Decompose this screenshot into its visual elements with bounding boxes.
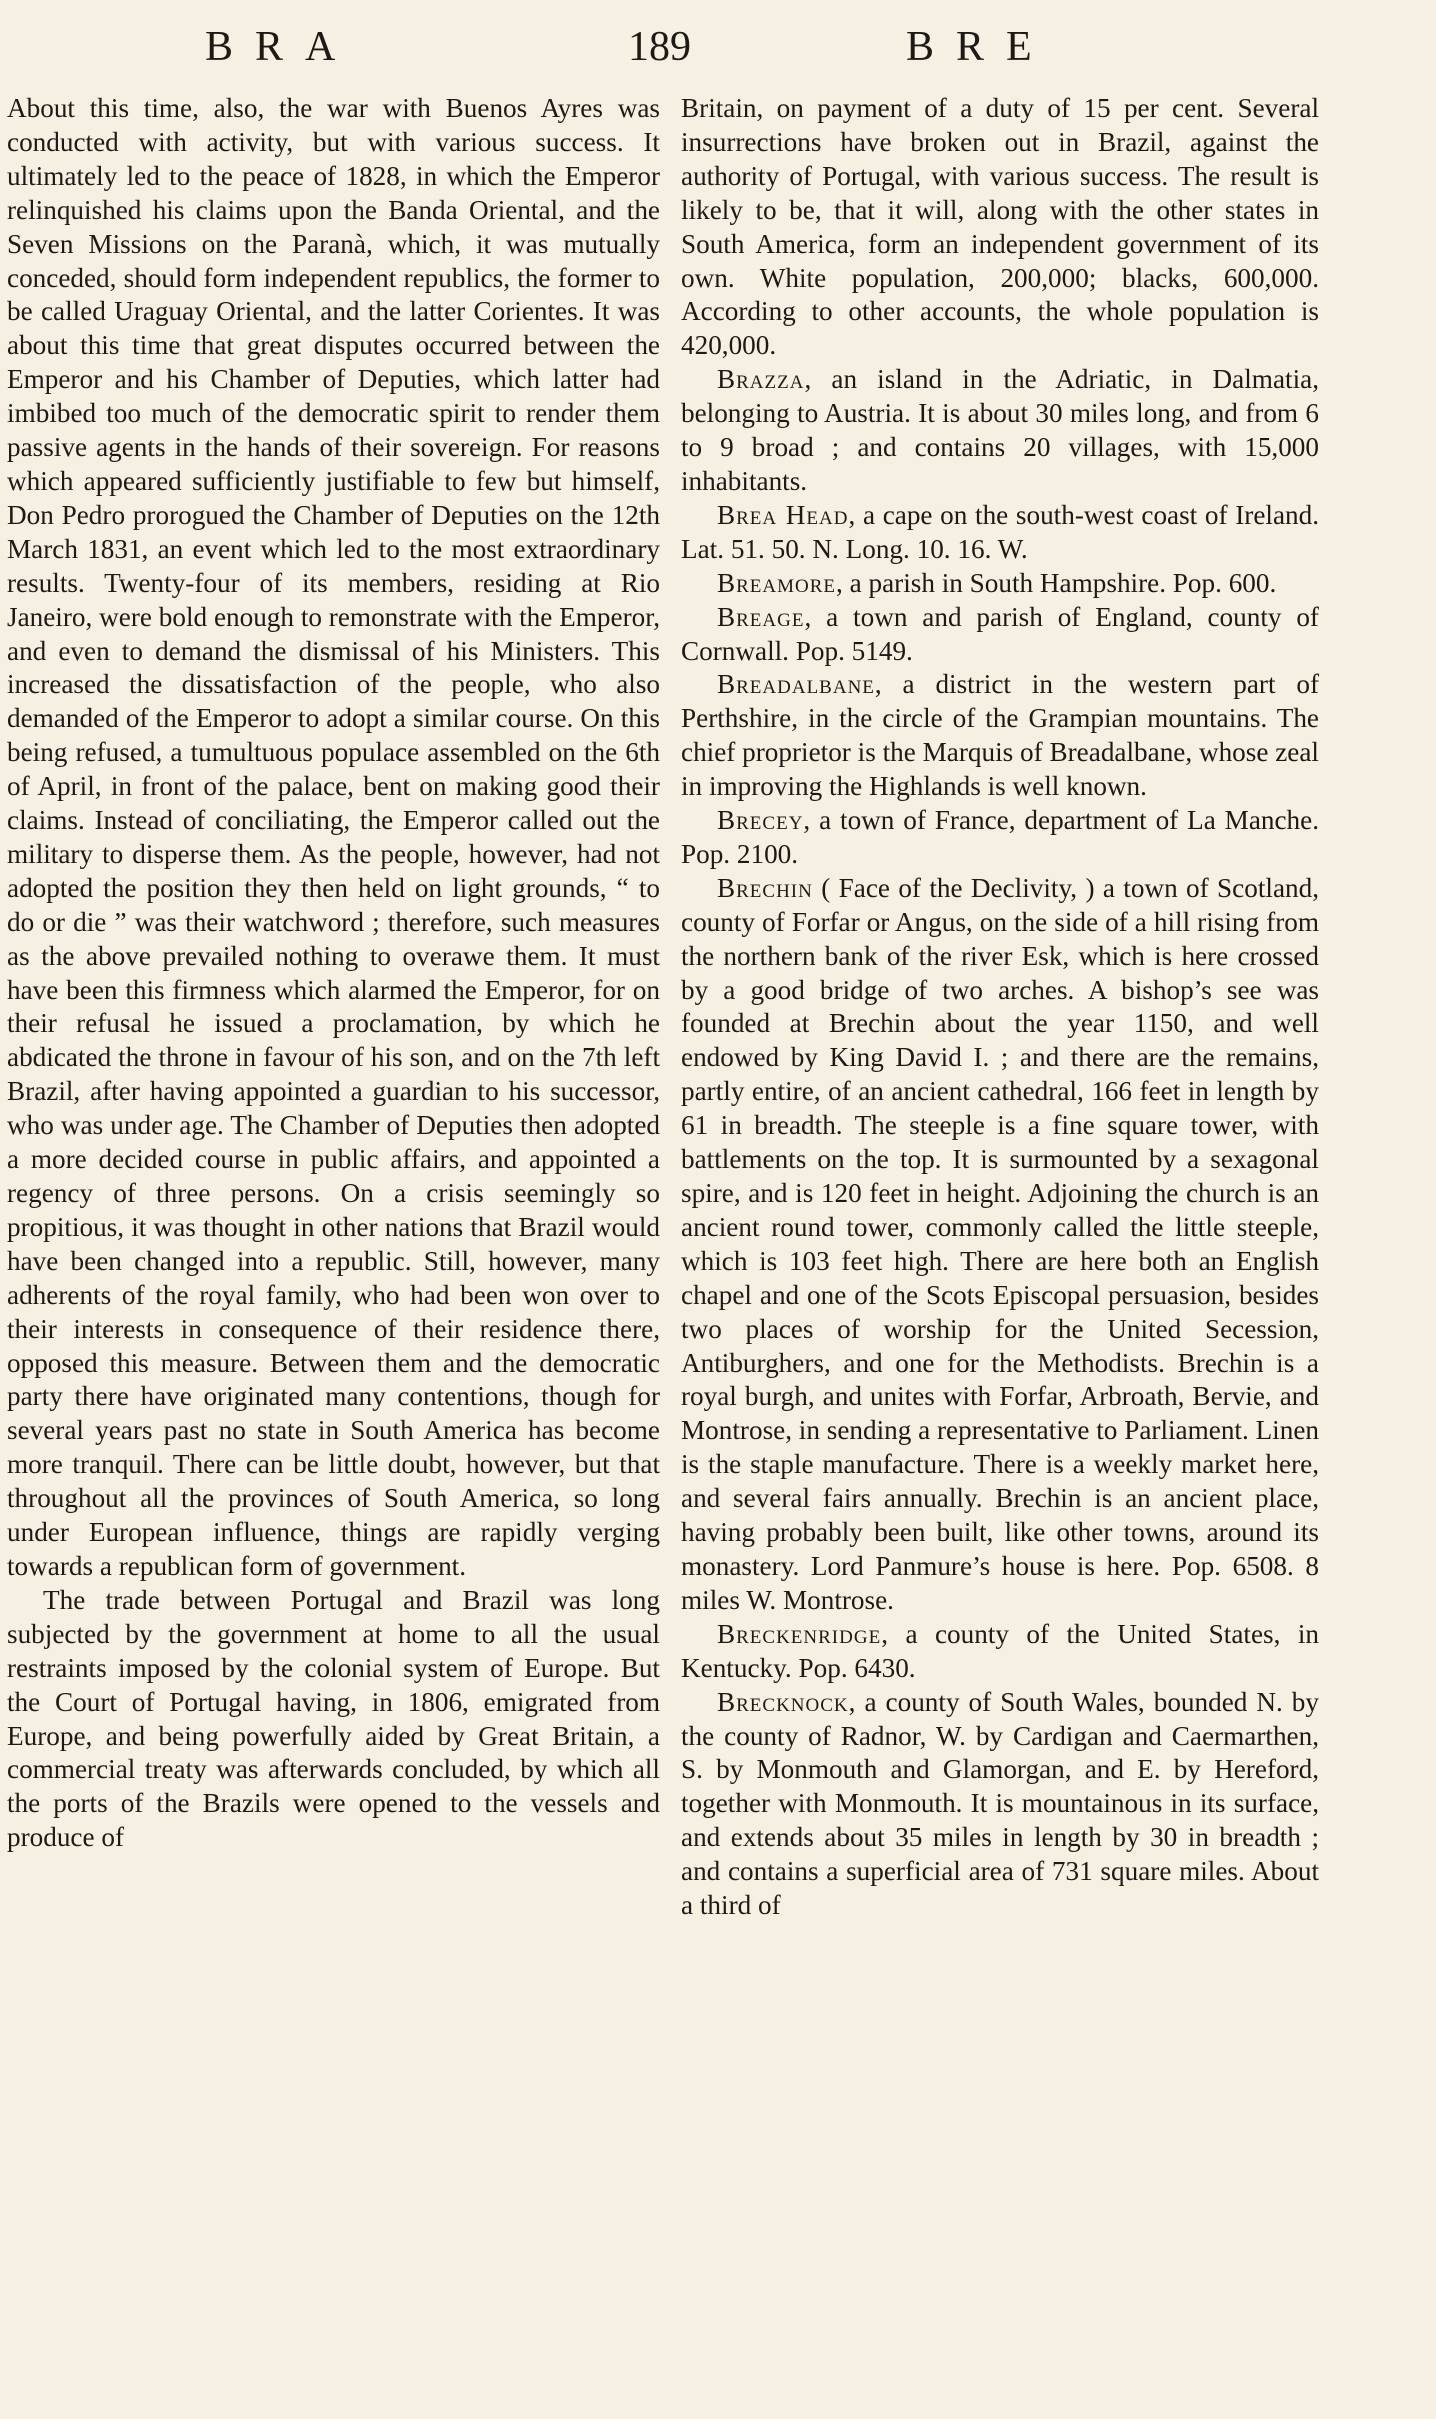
entry-text: ( Face of the Declivity, ) a town of Scotland, county of Forfar or Angus, on the side of a hill rising from the northern bank of the river Esk, which is here crossed by a good bridge of two arches. A bishop’s see was founded at Brechin about the year 1150, and well endowed by King David I. ; and there are the remains, partly entire, of an ancient cathedral, 166 feet in length by 61 in breadth. The steeple is a fine square tower, with battlements on the top. It is surmounted by a sexagonal spire, and is 120 feet in height. Adjoining the church is an ancient round tower, commonly called the little steeple, which is 103 feet high. There are here both an English chapel and one of the Scots Episcopal persuasion, besides two places of worship for the United Secession, Antiburghers, and one for the Methodists. Brechin is a royal burgh, and unites with Forfar, Arbroath, Bervie, and Montrose, in sending a representative to Parliament. Linen is the staple manufacture. There is a weekly market here, and several fairs annually. Brechin is an ancient place, having probably been built, like other towns, around its monastery. Lord Panmure’s house is here. Pop. 6508. 8 miles W. Montrose.: [681, 872, 1319, 1615]
entry-brecknock: [681, 1686, 1319, 1923]
entry-breckenridge: [681, 1618, 1319, 1686]
paragraph-brazil-history: About this time, also, the war with Buenos Ayres was conducted with activity, but with various success. It ultimately led to the peace of 1828, in which the Emperor relinquished his claims upon the Banda Oriental, and the Seven Missions on the Paranà, which, it was mutually conceded, should form independent republics, the former to be called Uraguay Oriental, and the latter Corientes. It was about this time that great disputes occurred between the Emperor and his Chamber of Deputies, which latter had imbibed too much of the democratic spirit to render them passive agents in the hands of their sovereign. For reasons which appeared sufficiently justifiable to few but himself, Don Pedro prorogued the Chamber of Deputies on the 12th March 1831, an event which led to the most extraordinary results. Twenty-four of its members, residing at Rio Janeiro, were bold enough to remonstrate with the Emperor, and even to demand the dismissal of his Ministers. This increased the dissatisfaction of the people, who also demanded of the Emperor to adopt a similar course. On this being refused, a tumultuous populace assembled on the 6th of April, in front of the palace, bent on making good their claims. Instead of conciliating, the Emperor called out the military to disperse them. As the people, however, had not adopted the position they then held on light grounds, “ to do or die ” was their watchword ; therefore, such measures as the above prevailed nothing to overawe them. It must have been this firmness which alarmed the Emperor, for on their refusal he issued a proclamation, by which he abdicated the throne in favour of his son, and on the 7th left Brazil, after having appointed a guardian to his successor, who was under age. The Chamber of Deputies then adopted a more decided course in public affairs, and appointed a regency of three persons. On a crisis seemingly so propitious, it was thought in other nations that Brazil would have been changed into a republic. Still, however, many adherents of the royal family, who had been won over to their interests in consequence of their residence there, opposed this measure. Between them and the democratic party there have originated many contentions, though for several years past no state in South America has become more tranquil. There can be little doubt, however, but that throughout all the provinces of South America, so long under European influence, things are rapidly verging towards a republican form of government.: [7, 93, 660, 1581]
right-column: [681, 92, 1319, 1923]
entry-text: , a district in the western part of Perthshire, in the circle of the Grampian mountains. The chief proprietor is the Marquis of Breadalbane, whose zeal in improving the Highlands is well known.: [681, 669, 1319, 802]
page-number: 189: [628, 24, 691, 70]
paragraph-brazil-continued: Britain, on payment of a duty of 15 per cent. Several insurrections have broken out in Brazil, against the authority of Portugal, with various success. The result is likely to be, that it will, along with the other states in South America, form an independent government of its own. White population, 200,000; blacks, 600,000. According to other accounts, the whole population is 420,000.: [681, 93, 1319, 361]
running-head: [0, 22, 1436, 72]
running-head-left: BRA: [205, 24, 358, 70]
entry-brazza: [681, 363, 1319, 499]
entry-brea-head: [681, 499, 1319, 567]
entry-headword: Brea Head: [717, 499, 849, 530]
entry-headword: Breckenridge: [717, 1618, 882, 1649]
entry-text: , an island in the Adriatic, in Dalmatia, belonging to Austria. It is about 30 miles long, and from 6 to 9 broad ; and contains 20 villages, with 15,000 inhabitants.: [681, 364, 1319, 496]
entry-headword: Brechin: [717, 872, 813, 903]
left-column: [7, 92, 660, 1855]
entry-headword: Brecey: [717, 805, 804, 836]
running-head-right: BRE: [906, 24, 1054, 70]
entry-text: , a cape on the south-west coast of Ireland. Lat. 51. 50. N. Long. 10. 16. W.: [681, 499, 1320, 564]
entry-text: , a parish in South Hampshire. Pop. 600.: [836, 567, 1277, 598]
entry-brecey: [681, 804, 1319, 872]
entry-text: , a town and parish of England, county of Cornwall. Pop. 5149.: [681, 601, 1319, 666]
entry-headword: Breamore: [717, 567, 837, 598]
entry-breamore: [681, 567, 1319, 601]
entry-text: , a county of the United States, in Kentucky. Pop. 6430.: [681, 1618, 1319, 1683]
entry-brechin: [681, 872, 1319, 1618]
entry-text: , a county of South Wales, bounded N. by the county of Radnor, W. by Cardigan and Caermarthen, S. by Monmouth and Glamorgan, and E. by Hereford, together with Monmouth. It is mountainous in its surface, and extends about 35 miles in length by 30 in breadth ; and contains a superficial area of 731 square miles. About a third of: [681, 1686, 1319, 1921]
entry-headword: Breage: [717, 601, 805, 632]
entry-headword: Brazza: [717, 364, 805, 395]
entry-headword: Brecknock: [717, 1686, 849, 1717]
entry-headword: Breadalbane: [717, 669, 875, 700]
entry-breage: [681, 601, 1319, 669]
paragraph-brazil-trade: The trade between Portugal and Brazil was long subjected by the government at home to all the usual restraints imposed by the colonial system of Europe. But the Court of Portugal having, in 1806, emigrated from Europe, and being powerfully aided by Great Britain, a commercial treaty was afterwards concluded, by which all the ports of the Brazils were opened to the vessels and produce of: [7, 1584, 660, 1853]
entry-text: , a town of France, department of La Manche. Pop. 2100.: [681, 805, 1319, 869]
entry-breadalbane: [681, 668, 1319, 804]
